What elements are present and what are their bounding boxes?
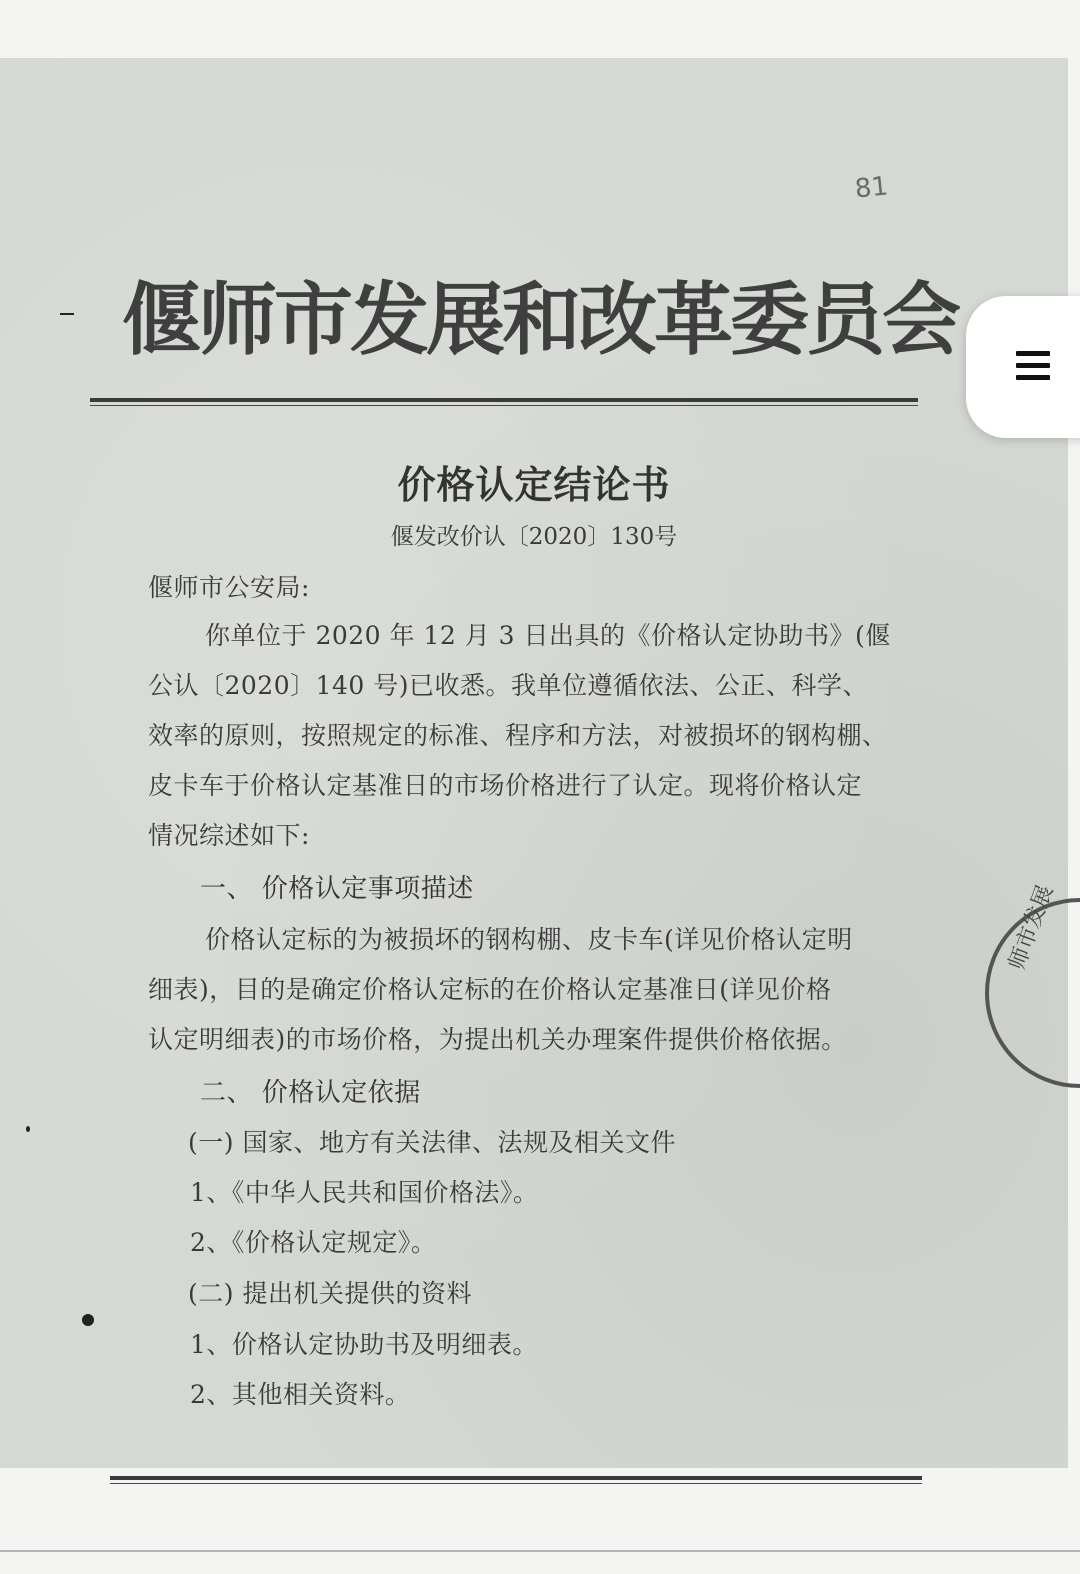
document-number: 偃发改价认〔2020〕130号 bbox=[390, 524, 678, 550]
letterhead-divider bbox=[90, 398, 918, 406]
intro-line: 你单位于 2020 年 12 月 3 日出具的《价格认定协助书》(偃 bbox=[205, 621, 891, 650]
list-item: 1、价格认定协助书及明细表。 bbox=[190, 1330, 538, 1359]
subsection-heading: (一) 国家、地方有关法律、法规及相关文件 bbox=[188, 1128, 676, 1157]
footer-divider bbox=[110, 1476, 922, 1484]
agency-letterhead: 偃师市发展和改革委员会 bbox=[122, 273, 958, 366]
page-bottom-edge bbox=[0, 1550, 1080, 1552]
intro-line: 情况综述如下: bbox=[148, 821, 310, 850]
section-heading: 二、 价格认定依据 bbox=[200, 1078, 421, 1108]
intro-line: 公认〔2020〕140 号)已收悉。我单位遵循依法、公正、科学、 bbox=[148, 671, 869, 700]
list-item: 2、《价格认定规定》。 bbox=[190, 1228, 437, 1257]
scan-speck bbox=[60, 313, 74, 315]
section-heading: 一、 价格认定事项描述 bbox=[200, 874, 474, 904]
subsection-heading: (二) 提出机关提供的资料 bbox=[188, 1279, 472, 1308]
scan-speck bbox=[26, 1126, 30, 1132]
handwritten-page-number: 81 bbox=[853, 171, 890, 205]
list-item: 1、《中华人民共和国价格法》。 bbox=[190, 1178, 539, 1207]
intro-line: 皮卡车于价格认定基准日的市场价格进行了认定。现将价格认定 bbox=[148, 771, 863, 800]
scan-speck bbox=[82, 1314, 94, 1326]
intro-line: 效率的原则，按照规定的标准、程序和方法，对被损坏的钢构棚、 bbox=[148, 721, 888, 750]
menu-button[interactable] bbox=[966, 296, 1080, 438]
section-line: 价格认定标的为被损坏的钢构棚、皮卡车(详见价格认定明 bbox=[205, 925, 853, 954]
section-line: 认定明细表)的市场价格，为提出机关办理案件提供价格依据。 bbox=[148, 1025, 847, 1054]
list-item: 2、其他相关资料。 bbox=[190, 1380, 411, 1409]
section-line: 细表)，目的是确定价格认定标的在价格认定基准日(详见价格 bbox=[148, 975, 832, 1004]
hamburger-menu-icon bbox=[1016, 351, 1050, 381]
seal-text: 师市发展 bbox=[1004, 882, 1059, 974]
addressee: 偃师市公安局: bbox=[148, 573, 310, 602]
document-title: 价格认定结论书 bbox=[397, 463, 671, 507]
scanned-document-page bbox=[0, 58, 1068, 1468]
